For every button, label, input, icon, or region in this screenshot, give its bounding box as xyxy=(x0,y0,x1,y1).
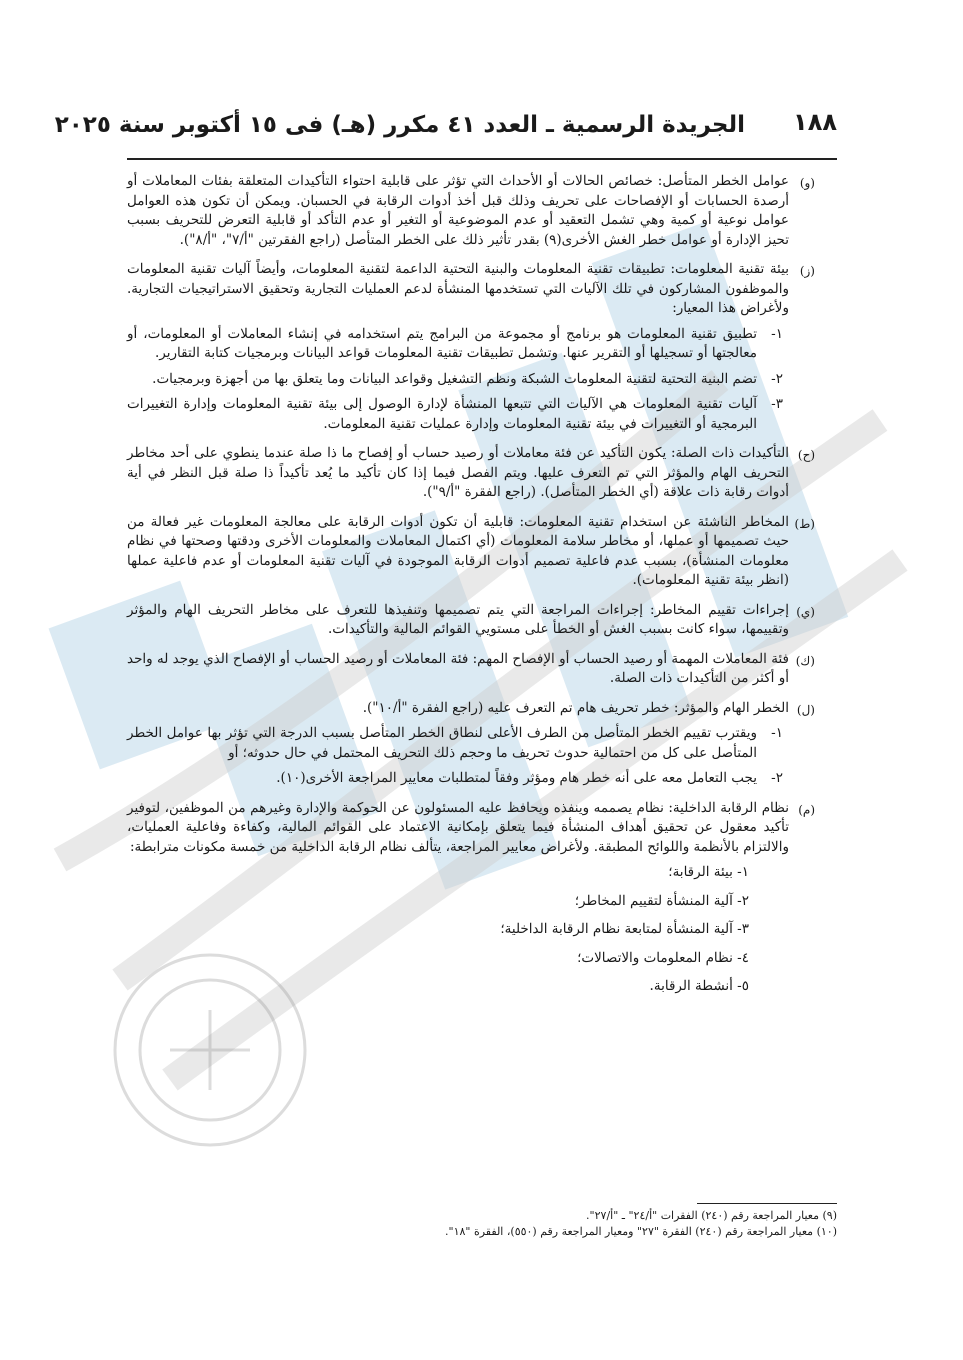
sub-item xyxy=(127,370,789,390)
sub-item-text: ويقترب تقييم الخطر المتأصل من الطرف الأعلى لنطاق الخطر المتأصل بسبب الدرجة التي تؤثر بها عوامل الخطر المتأصل على كل من احتمالية حدوث تحريف ما وحجم ذلك التحريف المحتمل في حال حدوثه؛ أو xyxy=(127,725,757,761)
definition-letter: (ك) xyxy=(795,653,815,668)
sub-item-number: ٢- xyxy=(771,770,783,786)
sub-item-list xyxy=(127,325,789,435)
definition-letter: (م) xyxy=(798,802,815,817)
sub-item-list xyxy=(127,724,789,789)
footnote-item: (١٠) معيار المراجعة رقم (٢٤٠) الفقرة "٢٧" ومعيار المراجعة رقم (٥٥٠)، الفقرة "١٨". xyxy=(445,1225,837,1238)
page-number: ١٨٨ xyxy=(793,108,837,136)
definition-item xyxy=(127,444,837,503)
footnote-item: (٩) معيار المراجعة رقم (٢٤٠) الفقرات "أ/٢٤" ـ "أ/٢٧". xyxy=(586,1209,837,1222)
definition-letter: (و) xyxy=(799,176,815,190)
component-item: ٣- آلية المنشأة لمتابعة نظام الرقابة الداخلية؛ xyxy=(500,921,749,937)
sub-item-text: تطبيق تقنية المعلومات هو برنامج أو مجموعة من البرامج يتم استخدامه في إنشاء المعاملات أو المعلومات، أو معالجتها أو تسجيلها أو التقرير عنها. وتشمل تطبيقات تقنية المعلومات قواعد البيانات وبرمجيات كتابة التقارير. xyxy=(127,325,757,361)
component-item: ٢- آلية المنشأة لتقييم المخاطر؛ xyxy=(574,892,749,909)
definition-letter: (ط) xyxy=(794,516,815,531)
sub-item-number: ١- xyxy=(771,325,783,342)
definition-text: نظام الرقابة الداخلية: نظام يصممه وينفذه ويحافظ عليه المسئولون عن الحوكمة والإدارة وغيرهم من الموظفين، لتوفير تأكيد معقول عن تحقيق أهداف المنشأة فيما يتعلق بإمكانية الاعتماد على القوائم المالية، وكفاءة وفاعلية العمليات، والالتزام بالأنظمة واللوائح المطبقة. ولأغراض معايير المراجعة، يتألف نظام الرقابة الداخلية من خمسة مكونات مترابطة: xyxy=(127,799,789,855)
sub-item-number: ٣- xyxy=(771,396,783,412)
footnotes xyxy=(127,1208,837,1240)
definitions-list xyxy=(127,172,837,1007)
definition-item xyxy=(127,699,837,789)
sub-item-number: ٢- xyxy=(771,370,783,387)
definition-text: المخاطر الناشئة عن استخدام تقنية المعلومات: قابلية أن تكون أدوات الرقابة على معالجة المعلومات غير فعالة من حيث تصميمها أو عملها، أو مخاطر سلامة المعلومات (أي اكتمال المعاملات والمعلومات الأخرى ودقتها وصحتها في نظام معلومات المنشأة)، بسبب عدم فاعلية تصميم أدوات الرقابة الموجودة في آليات تقنية المعلومات أو عدم فاعلية عملها (انظر بيئة تقنية المعلومات). xyxy=(127,513,789,588)
definition-text: إجراءات تقييم المخاطر: إجراءات المراجعة التي يتم تصميمها وتنفيذها للتعرف على مخاطر التحريف الهام والمؤثر وتقييمها، سواء كانت بسبب الغش أو الخطأ على مستويي القوائم المالية والتأكيدات. xyxy=(127,601,789,637)
page-header xyxy=(54,100,837,150)
component-item: ١- بيئة الرقابة؛ xyxy=(668,864,749,880)
component-list xyxy=(127,863,789,997)
definition-item xyxy=(127,799,837,997)
sub-item-text: تضم البنية التحتية لتقنية المعلومات الشبكة ونظم التشغيل وقواعد البيانات وما يتعلق بها من أجهزة وبرمجيات. xyxy=(152,370,757,387)
sub-item xyxy=(127,325,789,364)
definition-letter: (ح) xyxy=(797,448,815,462)
component-item: ٤- نظام المعلومات والاتصالات؛ xyxy=(577,949,749,966)
definition-text: فئة المعاملات المهمة أو رصيد الحساب أو الإفصاح المهم: فئة المعاملات أو رصيد الحساب أو الإفصاح الذي يوجد له واحد أو أكثر من التأكيدات ذات الصلة. xyxy=(127,650,789,686)
sub-item-number: ١- xyxy=(771,725,783,741)
sub-item xyxy=(127,724,789,763)
definition-text: بيئة تقنية المعلومات: تطبيقات تقنية المعلومات والبنية التحتية الداعمة لتقنية المعلومات، وأيضاً آليات تقنية المعلومات والموظفون المشاركون في تلك الآليات التي تستخدمها المنشأة لدعم العمليات التجارية وتحقيق الاستراتيجيات التجارية. ولأغراض هذا المعيار: xyxy=(127,261,789,316)
definition-item xyxy=(127,172,837,250)
definition-item xyxy=(127,601,837,640)
definition-item xyxy=(127,650,837,689)
sub-item xyxy=(127,395,789,434)
definition-item xyxy=(127,260,837,434)
definition-text: الخطر الهام والمؤثر: خطر تحريف هام تم التعرف عليه (راجع الفقرة "أ/١٠"). xyxy=(362,699,789,716)
footnote-divider xyxy=(697,1203,837,1204)
definition-letter: (ل) xyxy=(796,702,815,717)
component-item: ٥- أنشطة الرقابة. xyxy=(649,978,749,994)
definition-text: التأكيدات ذات الصلة: يكون التأكيد عن فئة معاملات أو رصيد حساب أو إفصاح ما ذا صلة عندما ينطوي على أحد مخاطر التحريف الهام والمؤثر التي تم التعرف عليها. ويتم الفصل فيما إذا كان تأكيد ما يُعد تأكيداً ذا صلة قبل النظر في أية أدوات رقابة ذات علاقة (أي الخطر المتأصل). (راجع الفقرة "أ/٩"). xyxy=(127,445,789,500)
header-divider xyxy=(127,158,837,160)
journal-title: الجريدة الرسمية ـ العدد ٤١ مكرر (هـ) فى ١٥ أكتوبر سنة ٢٠٢٥ xyxy=(54,112,745,138)
sub-item-text: آليات تقنية المعلومات هي الآليات التي تتبعها المنشأة لإدارة الوصول إلى بيئة تقنية المعلومات وإدارة التغييرات البرمجية أو التغييرات في بيئة تقنية المعلومات وإدارة عمليات تقنية المعلومات. xyxy=(127,396,757,432)
definition-letter: (ز) xyxy=(799,264,815,278)
definition-item xyxy=(127,513,837,591)
sub-item-text: يجب التعامل معه على أنه خطر هام ومؤثر وفقاً لمتطلبات معايير المراجعة الأخرى(١٠). xyxy=(276,770,757,786)
definition-letter: (ي) xyxy=(796,604,815,619)
definition-text: عوامل الخطر المتأصل: خصائص الحالات أو الأحداث التي تؤثر على قابلية احتواء التأكيدات المتعلقة بفئات المعاملات أو أرصدة الحسابات أو الإفصاحات على تحريف وذلك قبل أخذ أدوات الرقابة في الحسبان. ويمكن أن تكون هذه العوامل عوامل نوعية أو كمية وهي تشمل التعقيد أو عدم الموضوعية أو التغير أو عدم التأكد أو قابلية التعرض للتحريف بسبب تحيز الإدارة أو عوامل خطر الغش الأخرى(٩) بقدر تأثير ذلك على الخطر المتأصل (راجع الفقرتين "أ/٧"، "أ/٨"). xyxy=(127,173,789,248)
sub-item xyxy=(127,769,789,789)
